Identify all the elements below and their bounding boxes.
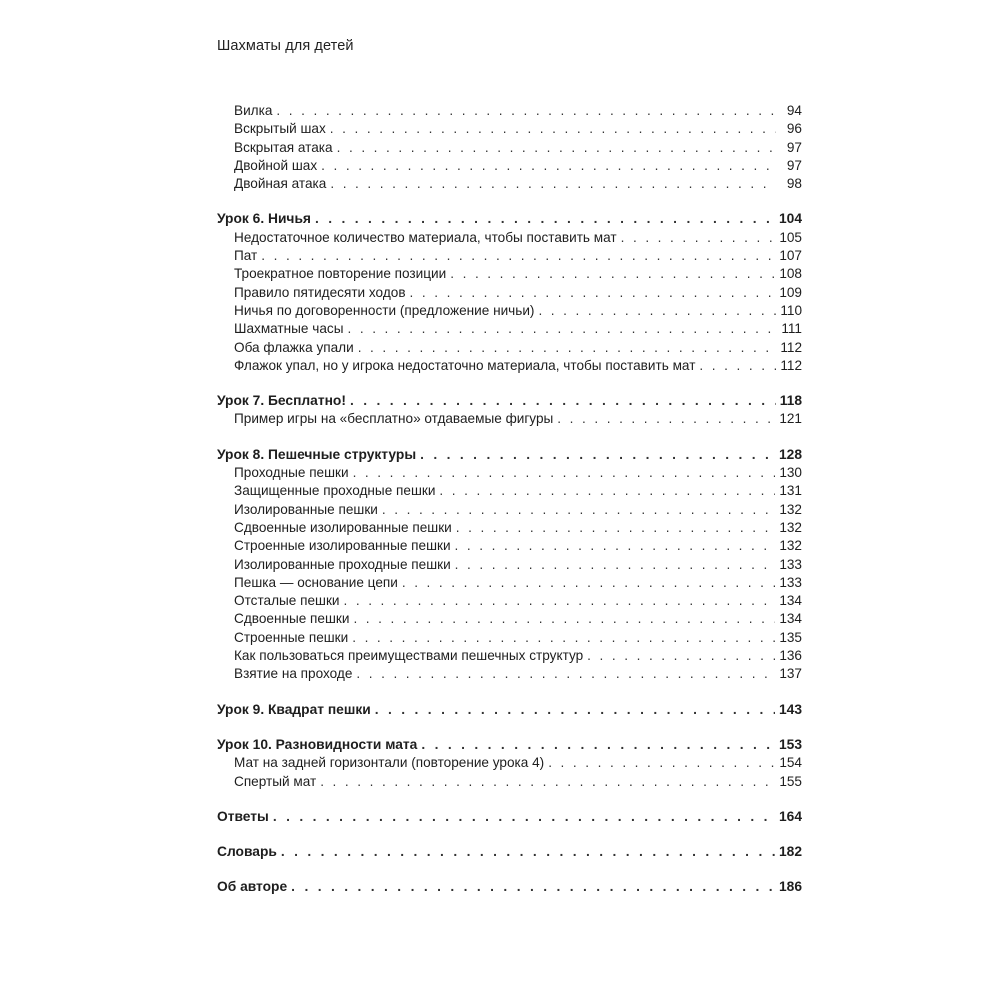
toc-leader-dots xyxy=(557,410,775,428)
toc-chapter-label: Словарь xyxy=(217,844,277,860)
toc-chapter-page: 143 xyxy=(778,701,802,717)
toc-entry[interactable] xyxy=(217,592,802,610)
toc-leader-dots xyxy=(350,392,776,410)
toc-leader-dots xyxy=(261,247,775,265)
toc-entry-label: Защищенные проходные пешки xyxy=(234,483,436,499)
toc-entry-label: Вскрытый шах xyxy=(234,121,326,137)
toc-entry-label: Сдвоенные пешки xyxy=(234,611,350,627)
toc-entry-label: Сдвоенные изолированные пешки xyxy=(234,519,452,535)
toc-leader-dots xyxy=(587,647,775,665)
toc-entry[interactable] xyxy=(217,537,802,555)
toc-chapter[interactable] xyxy=(217,878,802,896)
toc-entry[interactable] xyxy=(217,139,802,157)
toc-entry-label: Пешка — основание цепи xyxy=(234,574,398,590)
toc-entry-page: 98 xyxy=(786,176,802,192)
toc-entry-label: Шахматные часы xyxy=(234,321,344,337)
toc-chapter-page: 118 xyxy=(779,393,802,409)
toc-entry-label: Изолированные пешки xyxy=(234,501,378,517)
toc-entry[interactable] xyxy=(217,410,802,428)
toc-leader-dots xyxy=(548,754,775,772)
toc-chapter-page: 128 xyxy=(778,446,802,462)
toc-leader-dots xyxy=(347,320,776,338)
toc-entry[interactable] xyxy=(217,501,802,519)
toc-entry-page: 132 xyxy=(779,538,802,554)
toc-chapter[interactable] xyxy=(217,392,802,410)
toc-entry-label: Оба флажка упали xyxy=(234,339,354,355)
toc-entry[interactable] xyxy=(217,320,802,338)
toc-entry-label: Отсталые пешки xyxy=(234,593,340,609)
toc-entry-page: 136 xyxy=(779,648,802,664)
toc-entry[interactable] xyxy=(217,120,802,138)
toc-leader-dots xyxy=(352,629,775,647)
toc-chapter-label: Об авторе xyxy=(217,879,288,895)
toc-entry[interactable] xyxy=(217,464,802,482)
toc-entry-label: Строенные изолированные пешки xyxy=(234,538,451,554)
toc-chapter-label: Урок 8. Пешечные структуры xyxy=(217,446,417,462)
toc-entry[interactable] xyxy=(217,482,802,500)
toc-chapter[interactable] xyxy=(217,210,802,228)
toc-leader-dots xyxy=(420,446,775,464)
toc-leader-dots xyxy=(330,175,776,193)
running-head-title: Шахматы для детей xyxy=(217,38,354,54)
toc-entry-page: 131 xyxy=(779,483,802,499)
toc-entry-label: Правило пятидесяти ходов xyxy=(234,284,406,300)
toc-entry-page: 132 xyxy=(779,519,802,535)
toc-leader-dots xyxy=(358,339,776,357)
toc-leader-dots xyxy=(353,610,775,628)
toc-leader-dots xyxy=(456,519,776,537)
toc-entry-page: 109 xyxy=(779,284,802,300)
toc-leader-dots xyxy=(455,537,776,555)
toc-leader-dots xyxy=(273,808,775,826)
toc-leader-dots xyxy=(353,464,776,482)
toc-entry-page: 112 xyxy=(780,357,802,373)
toc-chapter-label: Урок 10. Разновидности мата xyxy=(217,736,418,752)
toc-entry-page: 137 xyxy=(779,666,802,682)
toc-entry[interactable] xyxy=(217,629,802,647)
toc-chapter[interactable] xyxy=(217,843,802,861)
toc-entry[interactable] xyxy=(217,229,802,247)
toc-chapter-page: 182 xyxy=(778,844,802,860)
toc-leader-dots xyxy=(421,736,775,754)
toc-entry-label: Троекратное повторение позиции xyxy=(234,266,447,282)
toc-entry-label: Двойная атака xyxy=(234,176,327,192)
toc-chapter-label: Урок 9. Квадрат пешки xyxy=(217,701,371,717)
toc-entry[interactable] xyxy=(217,647,802,665)
toc-chapter-page: 164 xyxy=(778,808,802,824)
toc-entry-page: 112 xyxy=(780,339,802,355)
toc-entry[interactable] xyxy=(217,247,802,265)
toc-leader-dots xyxy=(356,665,775,683)
toc-leader-dots xyxy=(337,139,776,157)
toc-entry-page: 107 xyxy=(779,248,802,264)
toc-entry-page: 108 xyxy=(779,266,802,282)
toc-entry-page: 155 xyxy=(779,773,802,789)
toc-leader-dots xyxy=(699,357,776,375)
toc-entry[interactable] xyxy=(217,284,802,302)
table-of-contents xyxy=(217,102,802,897)
toc-leader-dots xyxy=(291,878,775,896)
toc-entry-page: 134 xyxy=(779,611,802,627)
toc-leader-dots xyxy=(330,120,776,138)
toc-entry[interactable] xyxy=(217,157,802,175)
toc-entry-page: 105 xyxy=(779,229,802,245)
toc-leader-dots xyxy=(321,157,776,175)
toc-entry[interactable] xyxy=(217,339,802,357)
toc-entry-label: Строенные пешки xyxy=(234,629,349,645)
toc-entry[interactable] xyxy=(217,175,802,193)
toc-entry-label: Мат на задней горизонтали (повторение урока 4) xyxy=(234,755,545,771)
toc-leader-dots xyxy=(538,302,776,320)
toc-entry-label: Как пользоваться преимуществами пешечных структур xyxy=(234,648,584,664)
toc-chapter[interactable] xyxy=(217,808,802,826)
toc-leader-dots xyxy=(281,843,775,861)
toc-leader-dots xyxy=(382,501,775,519)
toc-leader-dots xyxy=(315,210,775,228)
toc-entry-label: Вскрытая атака xyxy=(234,139,333,155)
toc-entry-page: 94 xyxy=(786,103,802,118)
toc-chapter-page: 104 xyxy=(778,211,802,227)
toc-entry-page: 97 xyxy=(786,139,802,155)
toc-chapter[interactable] xyxy=(217,446,802,464)
toc-entry-page: 111 xyxy=(781,321,802,337)
toc-entry-label: Флажок упал, но у игрока недостаточно материала, чтобы поставить мат xyxy=(234,357,696,373)
toc-entry[interactable] xyxy=(217,556,802,574)
toc-entry[interactable] xyxy=(217,357,802,375)
toc-entry-label: Вилка xyxy=(234,103,273,118)
toc-entry[interactable] xyxy=(217,265,802,283)
toc-entry-label: Недостаточное количество материала, чтобы поставить мат xyxy=(234,229,617,245)
toc-leader-dots xyxy=(621,229,776,247)
toc-chapter-label: Ответы xyxy=(217,808,269,824)
toc-leader-dots xyxy=(343,592,775,610)
toc-entry-page: 130 xyxy=(779,465,802,481)
toc-entry[interactable] xyxy=(217,610,802,628)
toc-entry-page: 97 xyxy=(786,157,802,173)
toc-entry-label: Пример игры на «бесплатно» отдаваемые фигуры xyxy=(234,411,554,427)
toc-chapter-label: Урок 7. Бесплатно! xyxy=(217,393,346,409)
toc-entry-label: Пат xyxy=(234,248,258,264)
toc-entry[interactable] xyxy=(217,574,802,592)
toc-leader-dots xyxy=(450,265,775,283)
toc-entry[interactable] xyxy=(217,773,802,791)
toc-entry-page: 135 xyxy=(779,629,802,645)
toc-leader-dots xyxy=(276,102,776,120)
toc-entry-page: 121 xyxy=(779,411,802,427)
toc-entry[interactable] xyxy=(217,519,802,537)
toc-leader-dots xyxy=(320,773,775,791)
toc-leader-dots xyxy=(410,284,776,302)
toc-chapter[interactable] xyxy=(217,701,802,719)
toc-entry[interactable] xyxy=(217,665,802,683)
toc-leader-dots xyxy=(455,556,776,574)
toc-entry-page: 132 xyxy=(779,501,802,517)
toc-entry-page: 134 xyxy=(779,593,802,609)
toc-entry-page: 154 xyxy=(779,755,802,771)
toc-entry[interactable] xyxy=(217,754,802,772)
toc-chapter[interactable] xyxy=(217,736,802,754)
toc-chapter-page: 153 xyxy=(778,736,802,752)
toc-entry-label: Проходные пешки xyxy=(234,465,349,481)
toc-entry-page: 96 xyxy=(786,121,802,137)
toc-chapter-label: Урок 6. Ничья xyxy=(217,211,311,227)
toc-entry-page: 110 xyxy=(780,302,802,318)
toc-leader-dots xyxy=(439,482,775,500)
toc-entry-label: Ничья по договоренности (предложение ничьи) xyxy=(234,302,535,318)
toc-leader-dots xyxy=(375,701,775,719)
toc-entry-page: 133 xyxy=(779,556,802,572)
toc-entry-label: Спертый мат xyxy=(234,773,317,789)
toc-entry-page: 133 xyxy=(779,574,802,590)
toc-chapter-page: 186 xyxy=(778,879,802,895)
toc-entry[interactable] xyxy=(217,102,802,120)
toc-entry[interactable] xyxy=(217,302,802,320)
toc-entry-label: Двойной шах xyxy=(234,157,318,173)
toc-entry-label: Взятие на проходе xyxy=(234,666,353,682)
toc-leader-dots xyxy=(402,574,775,592)
toc-entry-label: Изолированные проходные пешки xyxy=(234,556,451,572)
